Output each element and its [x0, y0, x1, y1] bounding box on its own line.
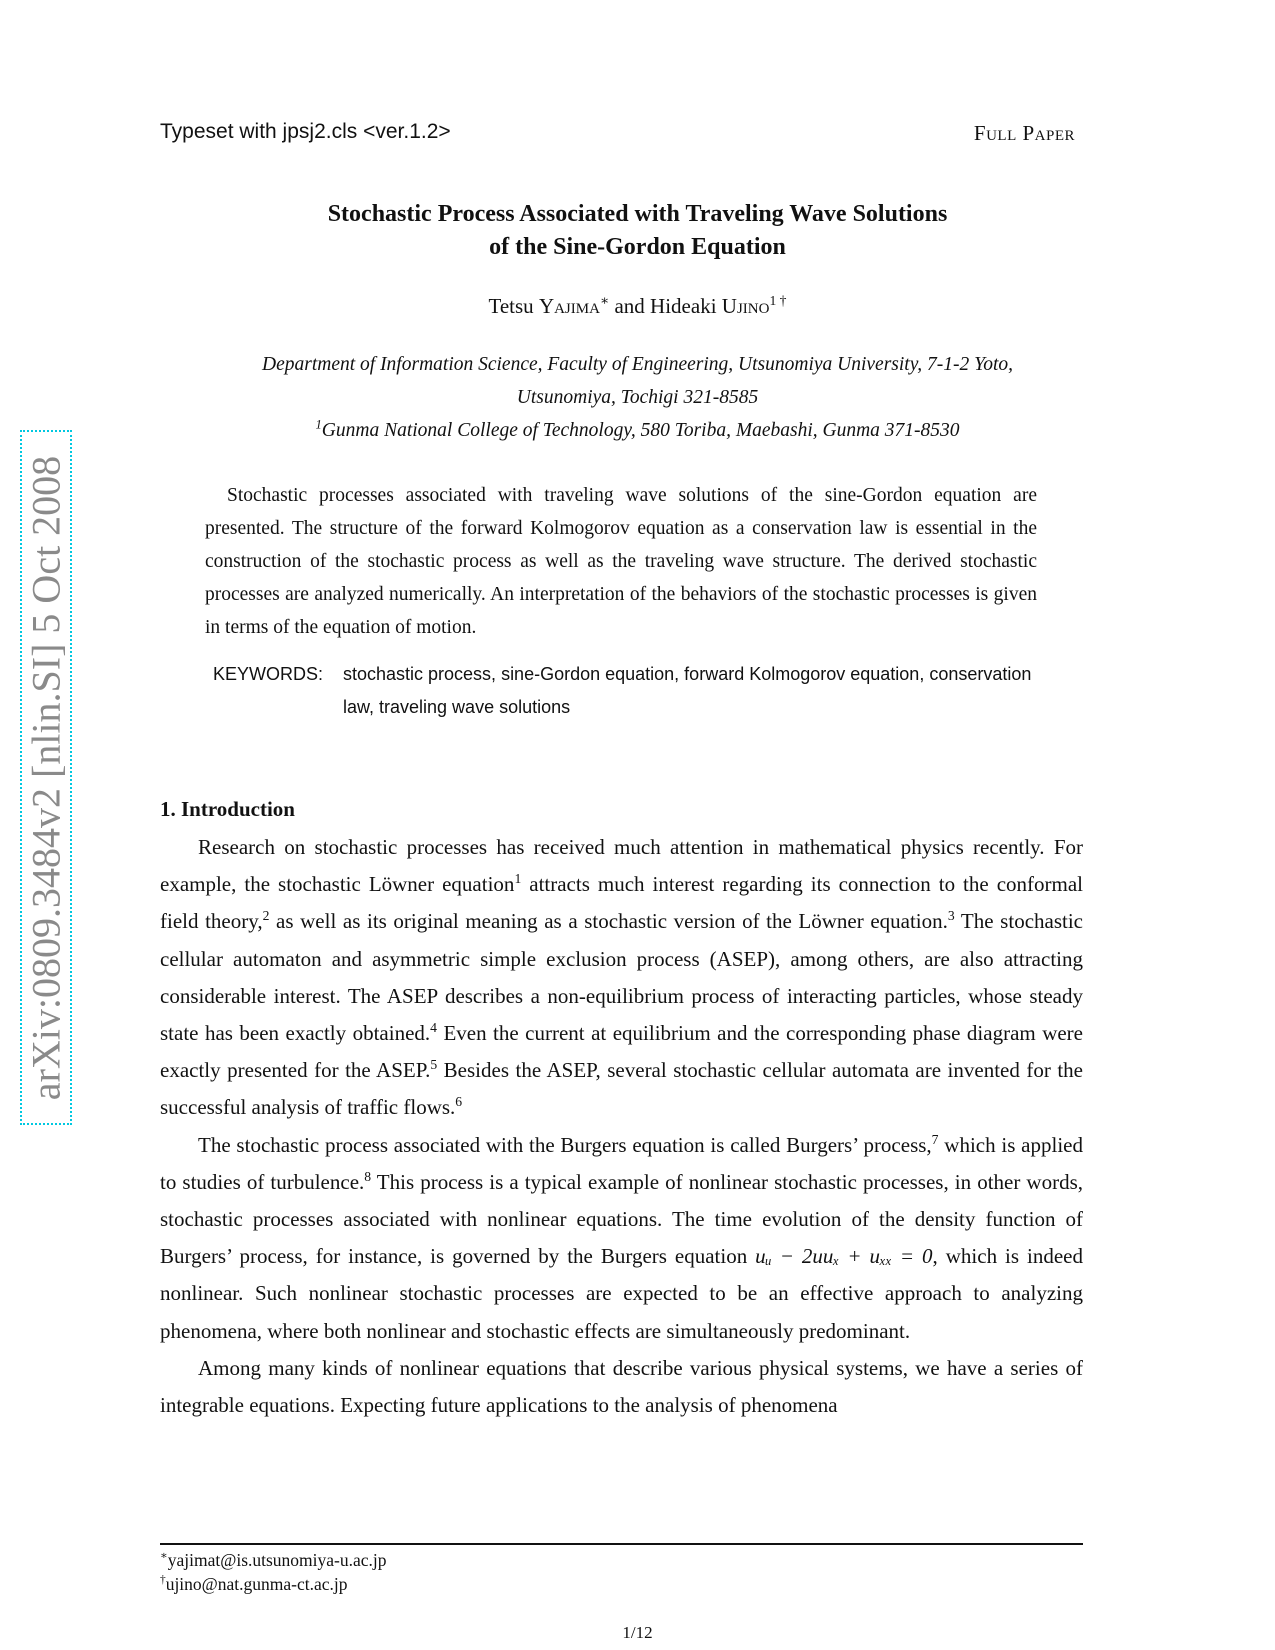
author-list	[0, 294, 1275, 319]
typeset-note: Typeset with jpsj2.cls <ver.1.2>	[160, 120, 451, 143]
affiliation-line-1: Department of Information Science, Faculty of Engineering, Utsunomiya University, 7-1-2 Yoto,	[262, 354, 1013, 375]
reference-mark: 5	[430, 1057, 438, 1073]
footnote-2: †ujino@nat.gunma-ct.ac.jp	[160, 1574, 348, 1594]
author-2-mark: 1 †	[769, 293, 787, 308]
author-1-mark: ∗	[599, 293, 610, 308]
footnote-divider	[160, 1543, 1083, 1545]
reference-mark: 2	[262, 908, 270, 924]
paper-title	[0, 198, 1275, 264]
abstract	[205, 479, 1037, 644]
reference-mark: 1	[514, 871, 522, 887]
body-text	[160, 829, 1083, 1424]
title-line-1: Stochastic Process Associated with Traveling Wave Solutions	[327, 201, 948, 227]
reference-mark: 6	[455, 1094, 463, 1110]
keywords	[213, 658, 1035, 724]
paragraph-1: Research on stochastic processes has received much attention in mathematical physics recently. For example, the stochastic Löwner equation$^1$ attracts much interest regarding its connection to the conformal field theory,$^2$ as well as its original meaning as a stochastic version of the Löwner equation.$^3$ The stochastic cellular automaton and asymmetric simple exclusion process (ASEP), among others, are also attracting considerable interest. The ASEP describes a non-equilibrium process of interacting particles, whose steady state has been exactly obtained.$^4$ Even the current at equilibrium and the corresponding phase diagram were exactly presented for the ASEP.$^5$ Besides the ASEP, several stochastic cellular automata are invented for the successful analysis of traffic flows.$^6$	[160, 835, 1083, 1120]
affiliation-line-3: $^1$Gunma National College of Technology, 580 Toriba, Maebashi, Gunma 371-8530	[315, 417, 960, 441]
author-2-last: Ujino	[721, 294, 770, 318]
title-line-2: of the Sine-Gordon Equation	[489, 234, 786, 260]
footnote-1: ∗yajimat@is.utsunomiya-u.ac.jp	[160, 1550, 387, 1570]
arxiv-identifier: arXiv:0809.3484v2 [nlin.SI] 5 Oct 2008	[23, 455, 69, 1100]
email-2[interactable]: ujino@nat.gunma-ct.ac.jp	[165, 1574, 348, 1594]
email-1[interactable]: yajimat@is.utsunomiya-u.ac.jp	[167, 1550, 387, 1570]
page-number: 1/12	[622, 1623, 653, 1642]
burgers-equation: uᵤ − 2uuₓ + uₓₓ = 0	[755, 1244, 933, 1269]
abstract-text: Stochastic processes associated with traveling wave solutions of the sine-Gordon equation are presented. The structure of the forward Kolmogorov equation as a conservation law is essential in the construction of the stochastic process as well as the traveling wave structure. The derived stochastic processes are analyzed numerically. An interpretation of the behaviors of the stochastic processes is given in terms of the equation of motion.	[205, 485, 1037, 638]
section-heading: 1. Introduction	[160, 797, 295, 821]
affiliation-line-2: Utsunomiya, Tochigi 321-8585	[516, 387, 759, 408]
paragraph-3: Among many kinds of nonlinear equations that describe various physical systems, we have a series of integrable equations. Expecting future applications to the analysis of phenomena	[160, 1355, 1083, 1418]
reference-mark: 8	[364, 1168, 372, 1184]
reference-mark: 7	[931, 1131, 939, 1147]
reference-mark: 3	[947, 908, 955, 924]
author-conjunction: and Hideaki	[609, 294, 722, 318]
keywords-label: KEYWORDS:	[213, 664, 324, 684]
arxiv-stamp[interactable]	[20, 430, 72, 1125]
author-1-first: Tetsu	[488, 294, 539, 318]
reference-mark: 4	[430, 1020, 437, 1036]
paragraph-2: The stochastic process associated with the Burgers equation is called Burgers’ process,$^7$ which is applied to studies of turbulence.$^8$ This process is a typical example of nonlinear stochastic processes, in other words, stochastic processes associated with nonlinear equations. The time evolution of the density function of Burgers’ process, for instance, is governed by the Burgers equation uᵤ − 2uuₓ + uₓₓ = 0, which is indeed nonlinear. Such nonlinear stochastic processes are expected to be an effective approach to analyzing phenomena, where both nonlinear and stochastic effects are simultaneously predominant.	[160, 1131, 1083, 1343]
paper-type-label: Full Paper	[973, 121, 1075, 145]
footnotes	[160, 1548, 387, 1596]
affiliation-mark: 1	[315, 417, 322, 432]
author-1-last: Yajima	[538, 294, 600, 318]
keywords-text: stochastic process, sine-Gordon equation, forward Kolmogorov equation, conservation law, traveling wave solutions	[343, 664, 1032, 717]
affiliations	[0, 348, 1275, 447]
